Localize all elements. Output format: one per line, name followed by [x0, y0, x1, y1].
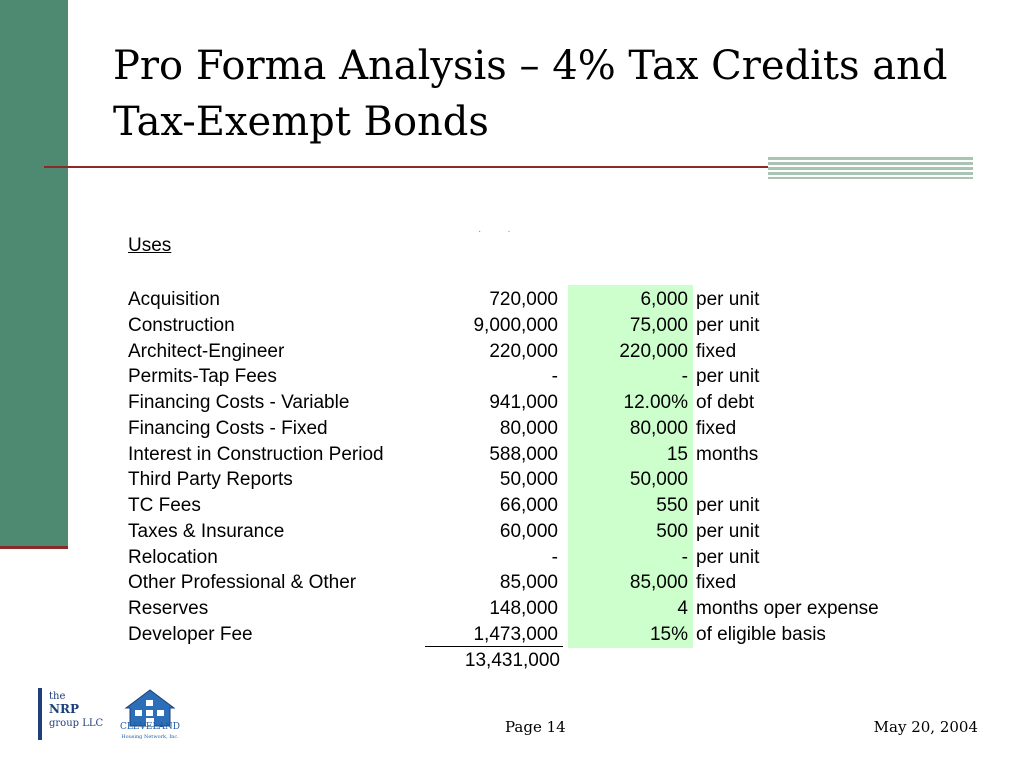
- row-label: Financing Costs - Fixed: [128, 417, 328, 439]
- row-amount: 720,000: [489, 289, 558, 310]
- row-rate: 85,000: [629, 572, 688, 594]
- row-amount: 9,000,000: [473, 314, 558, 336]
- table-row: [128, 313, 928, 339]
- table-row: [128, 622, 928, 648]
- row-amount: 148,000: [489, 598, 558, 619]
- row-rate: 6,000: [640, 289, 688, 310]
- total-amount: 13,431,000: [464, 650, 560, 671]
- row-rate: -: [681, 366, 688, 388]
- row-basis: per unit: [696, 366, 760, 388]
- row-rate: 15%: [649, 623, 688, 645]
- row-basis: fixed: [696, 340, 737, 362]
- row-amount: 50,000: [499, 469, 558, 491]
- table-row: [128, 390, 928, 416]
- row-label: Third Party Reports: [128, 469, 293, 491]
- table-row: [128, 493, 928, 519]
- row-basis: months oper expense: [696, 598, 879, 619]
- row-basis: months: [696, 443, 759, 465]
- row-amount: 85,000: [499, 572, 558, 594]
- total-rule: [425, 646, 563, 647]
- row-rate: 15: [666, 443, 688, 465]
- table-row: [128, 442, 928, 468]
- row-rate: 220,000: [619, 340, 688, 362]
- row-label: Architect-Engineer: [128, 340, 285, 362]
- row-basis: fixed: [696, 417, 737, 439]
- row-label: Permits-Tap Fees: [128, 366, 277, 388]
- row-label: Relocation: [128, 546, 218, 568]
- row-amount: -: [551, 546, 558, 568]
- table-row: [128, 545, 928, 571]
- row-amount: 588,000: [489, 443, 558, 465]
- table-row: [128, 416, 928, 442]
- row-amount: 941,000: [489, 392, 558, 413]
- slide-date: May 20, 2004: [873, 718, 978, 736]
- chn-logo-subtitle: Housing Network, Inc.: [121, 734, 179, 740]
- row-rate: 12.00%: [623, 392, 688, 413]
- row-rate: 4: [677, 598, 688, 619]
- row-rate: 75,000: [629, 314, 688, 336]
- chn-logo-name: CLEVELAND: [119, 722, 181, 732]
- table-row: [128, 467, 928, 493]
- row-label: Developer Fee: [128, 623, 253, 645]
- cleveland-housing-network-logo: [118, 688, 182, 744]
- table-row: [128, 519, 928, 545]
- nrp-logo-line1: the: [49, 691, 66, 702]
- row-amount: 80,000: [499, 417, 558, 439]
- nrp-logo-text: [49, 690, 103, 730]
- nrp-group-logo: [38, 688, 108, 742]
- table-row: [128, 364, 928, 390]
- row-basis: per unit: [696, 495, 760, 516]
- row-amount: 1,473,000: [473, 623, 558, 645]
- row-label: Interest in Construction Period: [128, 443, 384, 465]
- table-row: [128, 596, 928, 622]
- scan-specks: ··: [478, 226, 537, 237]
- row-label: Reserves: [128, 598, 209, 619]
- row-basis: fixed: [696, 572, 737, 594]
- row-rate: 500: [656, 520, 688, 542]
- row-rate: 80,000: [629, 417, 688, 439]
- row-basis: per unit: [696, 289, 760, 310]
- row-label: Construction: [128, 314, 235, 336]
- row-label: TC Fees: [128, 495, 201, 516]
- page-number: Page 14: [505, 718, 566, 736]
- nrp-logo-bar: [38, 688, 42, 740]
- row-basis: per unit: [696, 314, 760, 336]
- row-amount: 220,000: [489, 340, 558, 362]
- row-rate: 50,000: [629, 469, 688, 491]
- table-row: [128, 287, 928, 313]
- table-row: [128, 339, 928, 365]
- row-basis: of eligible basis: [696, 623, 826, 645]
- row-label: Taxes & Insurance: [128, 520, 285, 542]
- table-row: [128, 570, 928, 596]
- uses-table: [128, 287, 928, 648]
- row-amount: 60,000: [499, 520, 558, 542]
- nrp-logo-line2: NRP: [49, 702, 79, 716]
- row-label: Acquisition: [128, 289, 220, 310]
- row-basis: per unit: [696, 520, 760, 542]
- row-rate: -: [681, 546, 688, 568]
- row-label: Financing Costs - Variable: [128, 392, 350, 413]
- nrp-logo-line3: group LLC: [49, 718, 104, 729]
- accent-stripes: [768, 157, 973, 179]
- uses-heading: Uses: [128, 235, 172, 256]
- row-label: Other Professional & Other: [128, 572, 357, 594]
- row-basis: of debt: [696, 392, 755, 413]
- row-rate: 550: [656, 495, 688, 516]
- row-basis: per unit: [696, 546, 760, 568]
- row-amount: 66,000: [499, 495, 558, 516]
- slide-title: Pro Forma Analysis – 4% Tax Credits and Tax-Exempt Bonds: [113, 43, 948, 145]
- left-accent-bar: [0, 0, 68, 549]
- row-amount: -: [551, 366, 558, 388]
